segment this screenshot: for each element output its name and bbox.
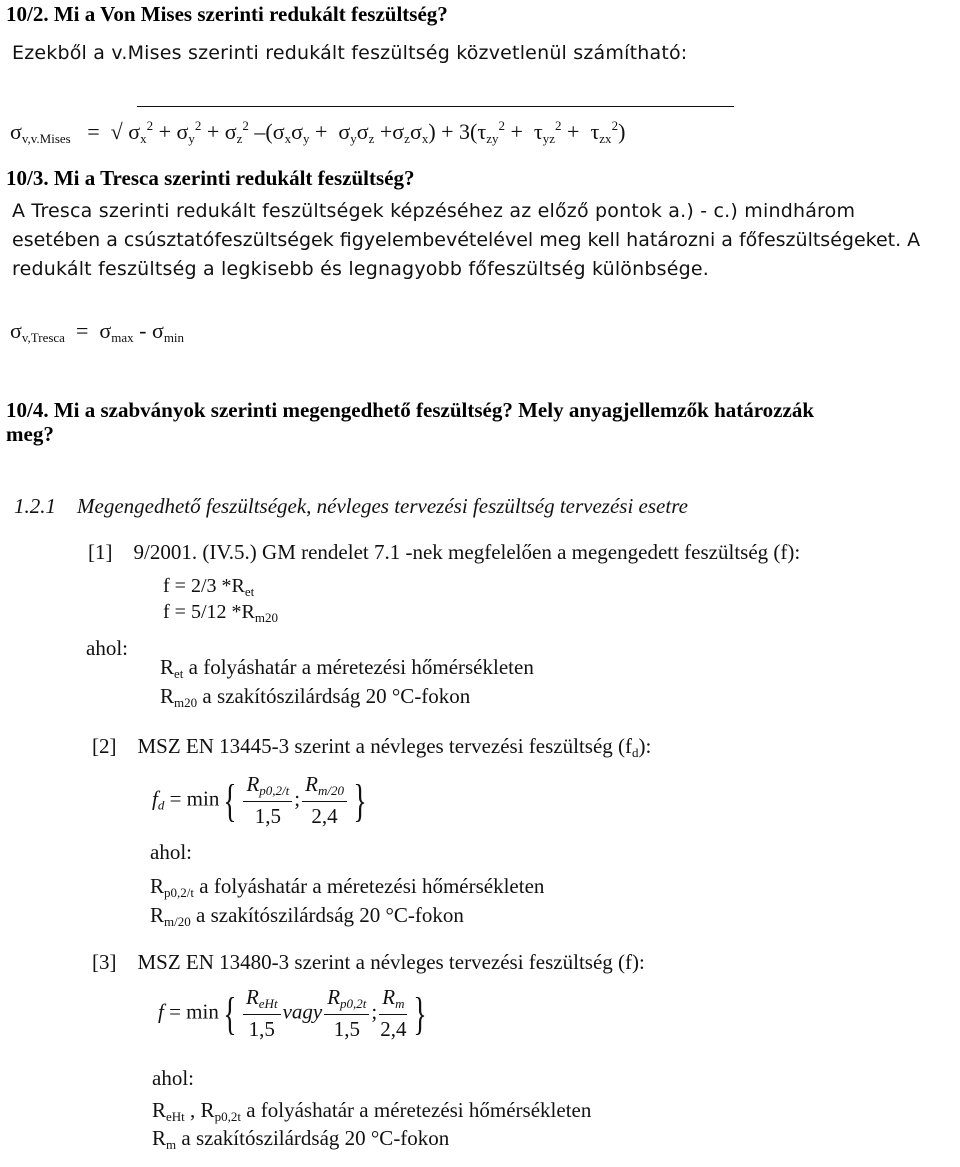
item-1-eq-2-sub: m20	[254, 610, 278, 625]
item-2-frac-1-den: 1,5	[254, 804, 281, 828]
item-3-ahol: ahol:	[152, 1066, 194, 1090]
item-1-eq-2	[163, 601, 278, 626]
tresca-text-line-2: esetében a csúsztatófeszültségek figyelembevételével meg kell határozni a főfeszültségeket. A	[12, 229, 921, 251]
item-3-def-1-sub: eHt	[166, 1109, 185, 1124]
item-1-tag: [1]	[88, 540, 113, 564]
item-1-def-2	[160, 684, 470, 711]
item-3-def-2-sym: R	[152, 1126, 167, 1150]
question-10-4-title-line-2: meg?	[6, 422, 54, 446]
item-2-text-end: ):	[638, 734, 652, 758]
item-2-ahol: ahol:	[150, 840, 192, 864]
item-3-formula	[158, 985, 432, 1042]
item-1-eq-1	[163, 575, 254, 600]
item-2-frac-2-num-sub: m/20	[317, 783, 344, 798]
item-2-def-2	[150, 903, 464, 930]
tresca-text-line-1: A Tresca szerinti redukált feszültségek képzéséhez az előző pontok a.) - c.) mindhárom	[12, 200, 856, 222]
item-1-def-2-sub: m20	[174, 695, 198, 710]
item-3-text: MSZ EN 13480-3 szerint a névleges tervezési feszültség (f):	[137, 950, 645, 974]
left-brace-icon: {	[223, 988, 237, 1039]
item-1-def-1-text: a folyáshatár a méretezési hőmérsékleten	[183, 655, 534, 679]
item-3-def-1-sub-2: p0,2t	[214, 1109, 241, 1124]
item-3-eq: = min	[163, 999, 219, 1024]
item-2-lhs: f	[152, 786, 158, 811]
item-1-eq-1-text: f = 2/3 *R	[163, 575, 245, 597]
item-2-text: MSZ EN 13445-3 szerint a névleges tervezési feszültség (f	[137, 734, 633, 758]
item-1-def-1-sym: R	[160, 655, 175, 679]
item-1-eq-2-text: f = 5/12 *R	[163, 601, 255, 623]
item-1-def-1-sub: et	[174, 666, 184, 681]
item-3-frac-2	[324, 985, 369, 1042]
item-2-frac-2-num: R	[305, 772, 318, 796]
item-3-frac-3-num: R	[382, 985, 396, 1009]
mises-formula	[10, 118, 625, 147]
item-3-lhs: f	[158, 999, 164, 1024]
item-2-frac-1	[243, 772, 292, 829]
sqrt-overline	[137, 106, 734, 107]
item-3-frac-3-num-sub: m	[395, 996, 405, 1011]
item-3-def-1-mid: , R	[184, 1098, 215, 1122]
item-3-frac-3	[379, 985, 407, 1042]
item-2-def-2-text: a szakítószilárdság 20 °C-fokon	[190, 903, 464, 927]
item-1-def-2-sym: R	[160, 684, 175, 708]
left-brace-icon: {	[223, 775, 238, 826]
item-1-eq-1-sub: et	[244, 584, 255, 599]
item-1-ahol: ahol:	[86, 636, 128, 660]
section-title: Megengedhető feszültségek, névleges tervezési feszültség tervezési esetre	[77, 494, 688, 518]
item-3-frac-3-den: 2,4	[380, 1017, 407, 1041]
item-2-frac-2-den: 2,4	[311, 804, 338, 828]
item-1-def-2-text: a szakítószilárdság 20 °C-fokon	[197, 684, 471, 708]
item-2-def-1-text: a folyáshatár a méretezési hőmérsékleten	[194, 874, 545, 898]
item-3-tag: [3]	[92, 950, 117, 974]
item-3-def-1-sym: R	[152, 1098, 167, 1122]
item-3-vagy: vagy	[282, 999, 323, 1024]
item-1-def-1	[160, 655, 534, 682]
item-3-sep: ;	[371, 999, 378, 1024]
section-number: 1.2.1	[14, 494, 56, 518]
item-3-def-2	[152, 1126, 449, 1153]
item-2-def-1	[150, 874, 544, 901]
item-3-heading	[92, 950, 645, 975]
item-3-frac-1	[243, 985, 281, 1042]
item-2-def-2-sym: R	[150, 903, 165, 927]
question-10-2-title: 10/2. Mi a Von Mises szerinti redukált feszültség?	[6, 2, 448, 26]
item-3-def-1	[152, 1098, 591, 1125]
item-3-frac-1-num-sub: eHt	[258, 996, 278, 1011]
item-3-frac-1-den: 1,5	[248, 1017, 275, 1041]
item-3-frac-2-den: 1,5	[333, 1017, 360, 1041]
item-2-heading	[92, 734, 651, 761]
item-2-eq: = min	[164, 786, 220, 811]
item-3-frac-2-num: R	[327, 985, 341, 1009]
right-brace-icon: }	[413, 988, 428, 1039]
item-3-def-1-text: a folyáshatár a méretezési hőmérsékleten	[240, 1098, 592, 1122]
mises-intro-text: Ezekből a v.Mises szerinti redukált feszültség közvetlenül számítható:	[12, 42, 688, 64]
item-2-lhs-sub: d	[157, 797, 165, 813]
item-2-sep: ;	[294, 786, 301, 811]
item-3-def-2-sub: m	[166, 1137, 177, 1152]
right-brace-icon: }	[353, 775, 367, 826]
item-2-frac-2	[302, 772, 347, 829]
section-heading	[14, 494, 688, 519]
tresca-formula: $\sigma_{v,Tresca} = \sigma_{max} - \sigma_{min}$	[10, 318, 185, 345]
item-1-text: 9/2001. (IV.5.) GM rendelet 7.1 -nek megfelelően a megengedett feszültség (f):	[133, 540, 801, 564]
tresca-text-line-3: redukált feszültség a legkisebb és legnagyobb főfeszültség különbsége.	[12, 258, 710, 280]
mises-formula-lhs: $\sigma_{v,v.Mises}$	[10, 119, 71, 146]
question-10-4-title-line-1: 10/4. Mi a szabványok szerinti megengedhető feszültség? Mely anyagjellemzők határozzák	[6, 398, 814, 422]
item-2-def-1-sym: R	[150, 874, 165, 898]
item-2-tag: [2]	[92, 734, 117, 758]
item-2-def-2-sub: m/20	[164, 914, 191, 929]
item-2-frac-1-num-sub: p0,2/t	[259, 783, 290, 798]
mises-formula-rhs: = √ $\sigma_x^2 + \sigma_y^2 + \sigma_z^2$ $-(\sigma_x\sigma_y + \sigma_y\sigma_z +\sigma_z\sigma_x) + 3(\tau_{zy}^2 + \tau_{yz}^2 + \tau_{zx}^2)$	[76, 118, 626, 146]
item-3-frac-1-num: R	[245, 985, 259, 1009]
question-10-3-title: 10/3. Mi a Tresca szerinti redukált feszültség?	[6, 166, 415, 190]
item-2-formula	[152, 772, 371, 829]
item-2-def-1-sub: p0,2/t	[164, 885, 194, 900]
item-2-frac-1-num: R	[246, 772, 260, 796]
item-2-text-sub: d	[632, 745, 639, 760]
item-1-heading	[88, 540, 800, 565]
item-3-def-2-text: a szakítószilárdság 20 °C-fokon	[176, 1126, 450, 1150]
item-3-frac-2-num-sub: p0,2t	[340, 996, 367, 1011]
